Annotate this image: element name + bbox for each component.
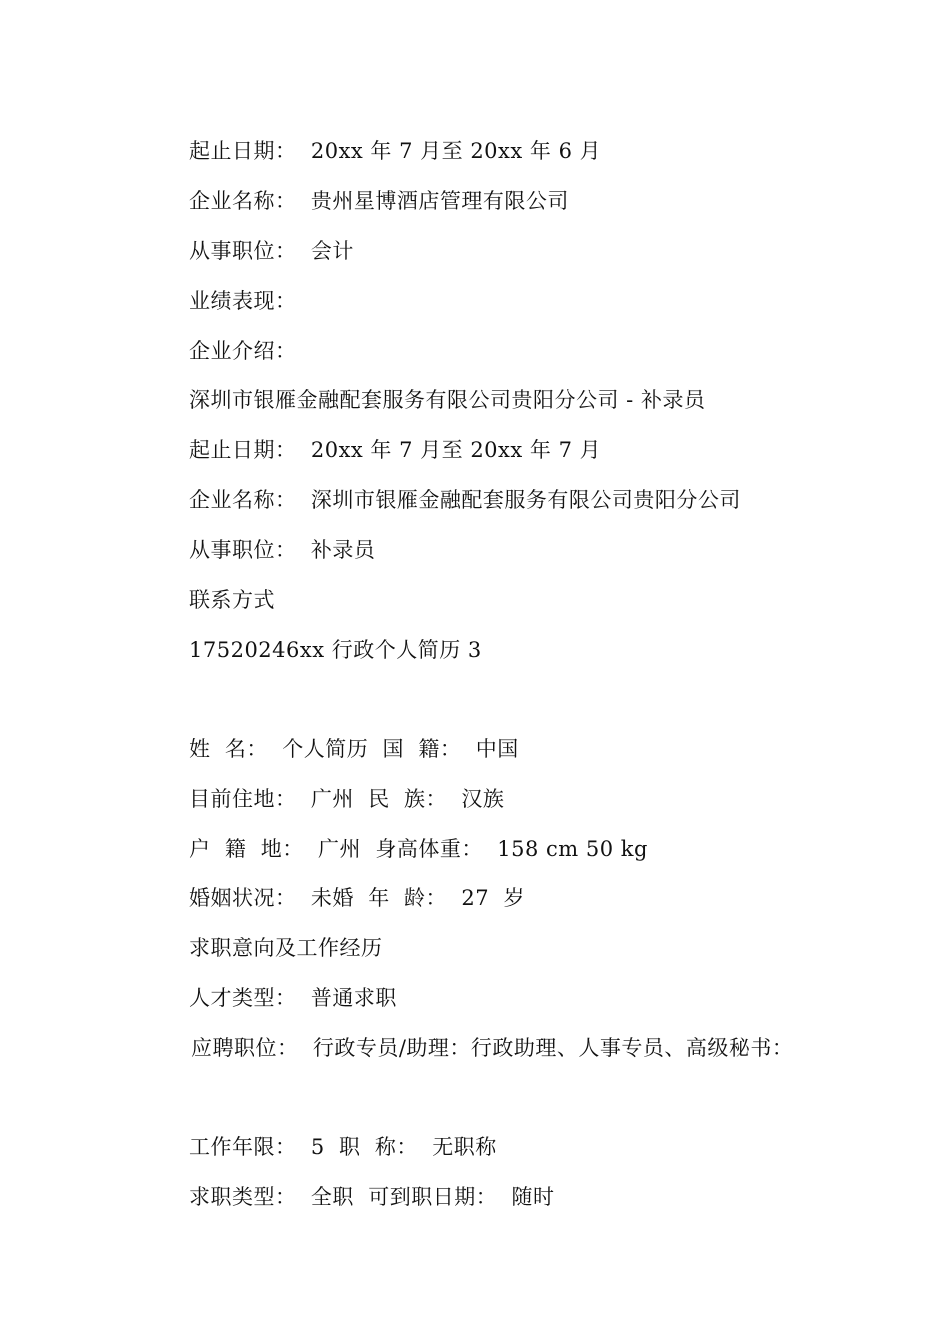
text-line-talent-type: 人才类型： 普通求职 bbox=[189, 986, 397, 1010]
text-line-job-type-availability: 求职类型： 全职 可到职日期： 随时 bbox=[189, 1185, 555, 1209]
text-line-marital-age: 婚姻状况： 未婚 年 龄： 27 岁 bbox=[189, 886, 525, 910]
text-line-company-name-2: 企业名称： 深圳市银雁金融配套服务有限公司贵阳分公司 bbox=[189, 488, 741, 512]
text-line-company-intro: 企业介绍： bbox=[189, 339, 297, 363]
text-line-residence-ethnicity: 目前住地： 广州 民 族： 汉族 bbox=[189, 787, 505, 811]
text-line-years-title: 工作年限： 5 职 称： 无职称 bbox=[189, 1135, 497, 1159]
text-line-position-1: 从事职位： 会计 bbox=[189, 239, 354, 263]
text-line-name-nationality: 姓 名： 个人简历 国 籍： 中国 bbox=[189, 737, 519, 761]
text-line-contact-heading: 联系方式 bbox=[189, 588, 275, 612]
text-line-applied-position: 应聘职位： 行政专员/助理：行政助理、人事专员、高级秘书： bbox=[191, 1036, 794, 1060]
text-line-job-heading: 深圳市银雁金融配套服务有限公司贵阳分公司 - 补录员 bbox=[189, 388, 706, 412]
text-line-hukou-height-weight: 户 籍 地： 广州 身高体重： 158 cm 50 kg bbox=[189, 837, 648, 861]
text-line-intention-heading: 求职意向及工作经历 bbox=[189, 936, 383, 960]
text-line-performance: 业绩表现： bbox=[189, 289, 297, 313]
text-line-phone-title: 17520246xx 行政个人简历 3 bbox=[189, 638, 482, 662]
text-line-start-end-date-1: 起止日期： 20xx 年 7 月至 20xx 年 6 月 bbox=[189, 139, 602, 163]
text-line-start-end-date-2: 起止日期： 20xx 年 7 月至 20xx 年 7 月 bbox=[189, 438, 602, 462]
text-line-position-2: 从事职位： 补录员 bbox=[189, 538, 376, 562]
text-line-company-name-1: 企业名称： 贵州星博酒店管理有限公司 bbox=[189, 189, 569, 213]
